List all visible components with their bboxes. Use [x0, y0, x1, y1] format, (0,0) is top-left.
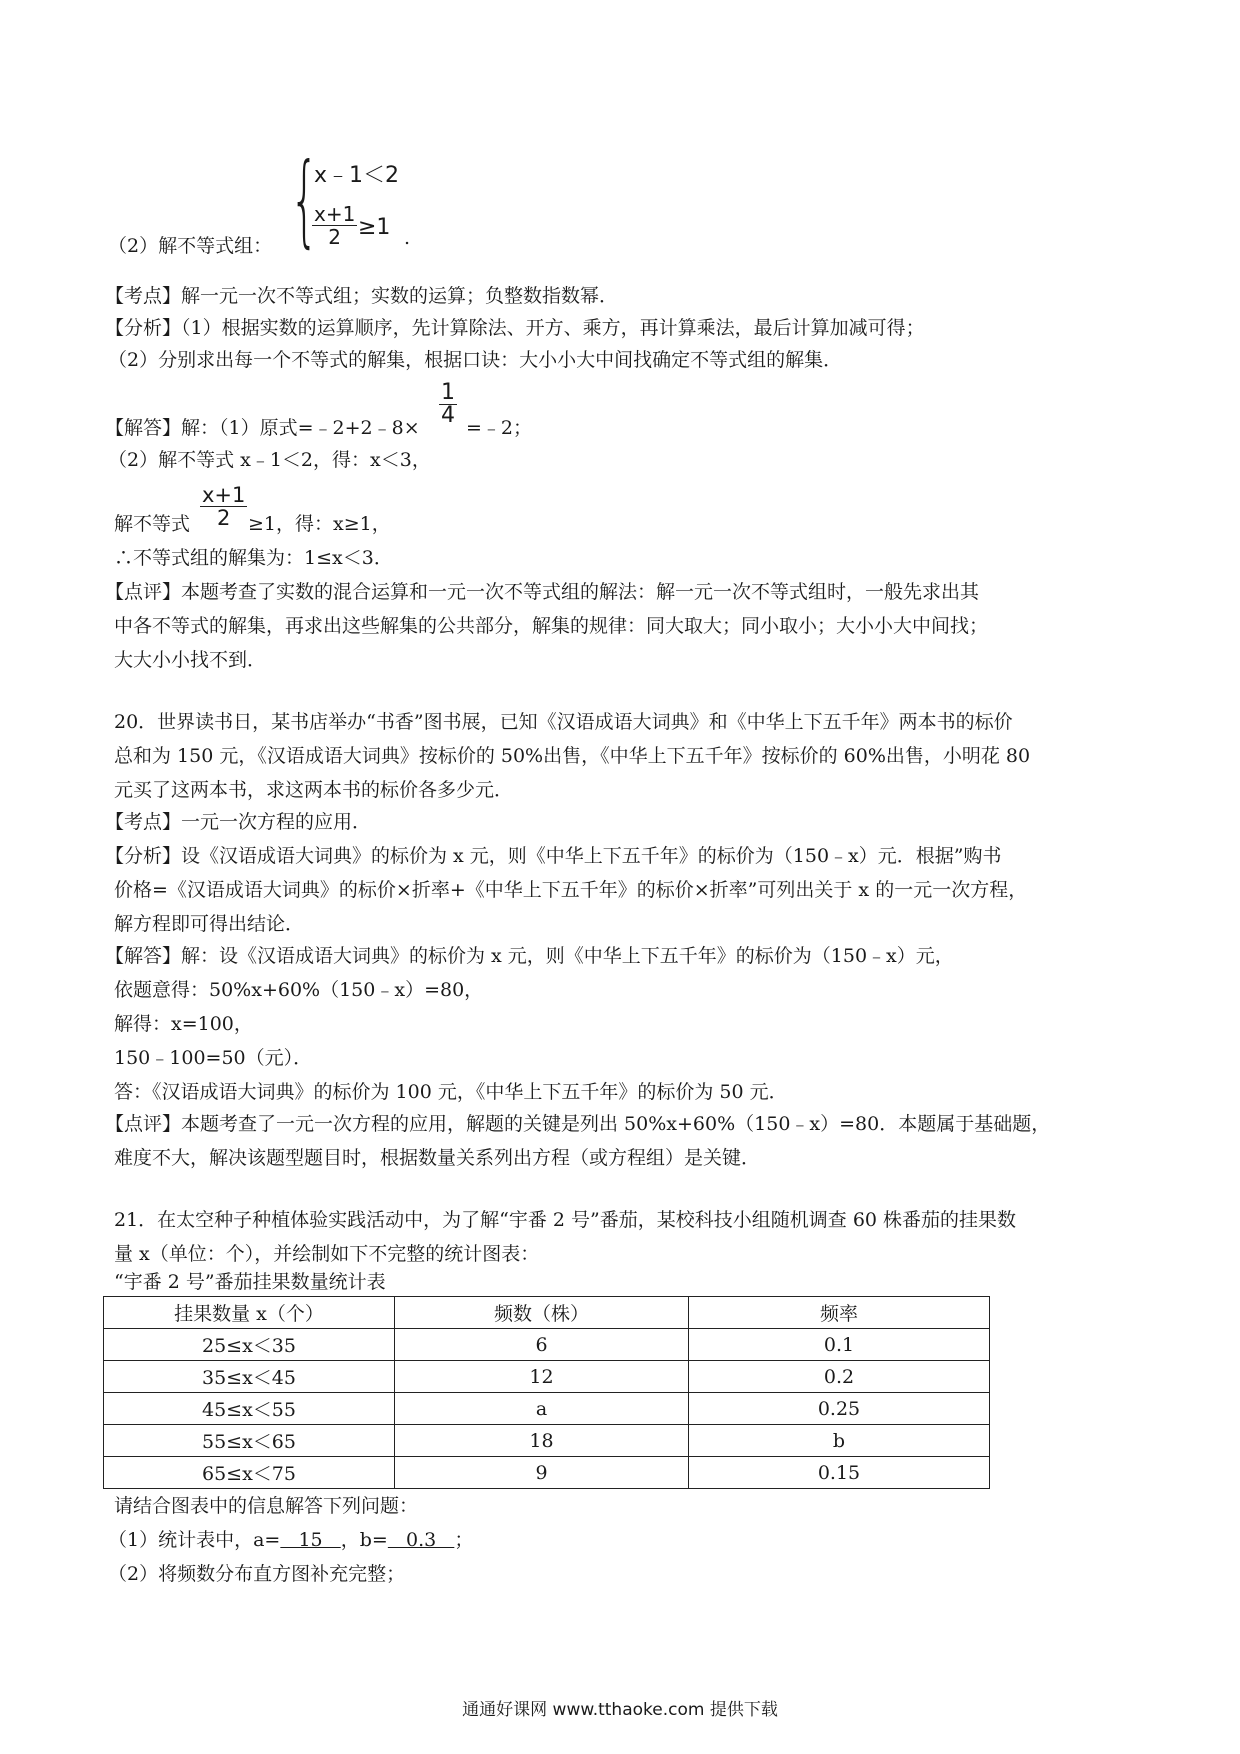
fraction-numerator: x+1	[314, 202, 356, 226]
system-rhs: ≥1	[358, 215, 391, 240]
q19-part2-prefix: （2）解不等式组：	[108, 235, 273, 257]
q19-jieda-3-post: ≥1，得：x≥1，	[248, 513, 391, 535]
table-row	[104, 1329, 990, 1361]
table-cell: 65≤x＜75	[104, 1457, 395, 1489]
q20-dianping-2: 难度不大，解决该题型题目时，根据数量关系列出方程（或方程组）是关键．	[114, 1147, 761, 1169]
q21-part-1-mid: ，b=	[340, 1529, 388, 1551]
answer-a: 15	[280, 1529, 341, 1551]
q20-jieda-1: 【解答】解：设《汉语成语大词典》的标价为 x 元，则《中华上下五千年》的标价为（150﹣x）元，	[105, 945, 954, 967]
table-row	[104, 1393, 990, 1425]
table-cell: 0.2	[689, 1361, 990, 1393]
fraction-denominator: 2	[328, 225, 342, 249]
page-footer: 通通好课网 www.tthaoke.com 提供下载	[462, 1700, 778, 1720]
q19-jieda-2: （2）解不等式 x﹣1＜2，得：x＜3，	[108, 449, 431, 471]
q21-part-1-end: ；	[454, 1529, 474, 1551]
table-cell: 6	[395, 1329, 689, 1361]
q19-dianping-1: 【点评】本题考查了实数的混合运算和一元一次不等式组的解法：解一元一次不等式组时，一般先求出其	[105, 581, 980, 603]
fraction-numerator: 1	[441, 380, 455, 405]
q21-line-2: 量 x（单位：个），并绘制如下不完整的统计图表：	[114, 1243, 540, 1265]
table-cell: 45≤x＜55	[104, 1393, 395, 1425]
q20-fenxi-2: 价格=《汉语成语大词典》的标价×折率+《中华上下五千年》的标价×折率”可列出关于 x 的一元一次方程，	[114, 879, 1028, 901]
q20-line-2: 总和为 150 元，《汉语成语大词典》按标价的 50%出售，《中华上下五千年》按标价的 60%出售，小明花 80	[114, 745, 1031, 767]
q19-jieda-3-pre: 解不等式	[114, 513, 191, 535]
statistics-table	[103, 1296, 990, 1489]
table-cell: b	[689, 1425, 990, 1457]
system-brace: {	[290, 141, 319, 258]
q21-part-1	[108, 1528, 473, 1552]
table-header-row	[104, 1297, 990, 1329]
q20-jieda-3: 解得：x=100，	[114, 1013, 253, 1035]
table-cell: 0.1	[689, 1329, 990, 1361]
table-cell: 18	[395, 1425, 689, 1457]
q20-line-1: 20．世界读书日，某书店举办“书香”图书展，已知《汉语成语大词典》和《中华上下五千年》两本书的标价	[114, 711, 1013, 733]
table-row	[104, 1361, 990, 1393]
table-header: 频率	[689, 1297, 990, 1329]
table-row	[104, 1425, 990, 1457]
table-cell: 25≤x＜35	[104, 1329, 395, 1361]
q21-line-1: 21．在太空种子种植体验实践活动中，为了解“宇番 2 号”番茄，某校科技小组随机调查 60 株番茄的挂果数	[114, 1209, 1017, 1231]
q19-jieda-4: ∴不等式组的解集为：1≤x＜3．	[114, 547, 393, 569]
fraction-numerator: x+1	[202, 483, 246, 507]
q19-dianping-2: 中各不等式的解集，再求出这些解集的公共部分，解集的规律：同大取大；同小取小；大小小大中间找；	[114, 615, 989, 637]
fraction-denominator: 4	[441, 403, 455, 428]
q19-kaodian: 【考点】解一元一次不等式组；实数的运算；负整数指数幂．	[105, 285, 619, 307]
answer-b: 0.3	[387, 1529, 455, 1551]
table-cell: 0.25	[689, 1393, 990, 1425]
q20-fenxi-3: 解方程即可得出结论．	[114, 913, 305, 935]
q19-fenxi-2: （2）分别求出每一个不等式的解集，根据口诀：大小小大中间找确定不等式组的解集．	[108, 349, 843, 371]
q20-dianping-1: 【点评】本题考查了一元一次方程的应用，解题的关键是列出 50%x+60%（150﹣x）=80．本题属于基础题，	[105, 1113, 1051, 1135]
system-line-1: x﹣1＜2	[314, 163, 400, 188]
q19-jieda-3-fraction	[200, 484, 247, 529]
q20-jieda-4: 150﹣100=50（元）．	[114, 1047, 313, 1069]
table-header: 频数（株）	[395, 1297, 689, 1329]
table-cell: 12	[395, 1361, 689, 1393]
q21-part-1-prefix: （1）统计表中，a=	[108, 1529, 281, 1551]
q20-jieda-2: 依题意得：50%x+60%（150﹣x）=80，	[114, 979, 484, 1001]
table-header: 挂果数量 x（个）	[104, 1297, 395, 1329]
q20-fenxi-1: 【分析】设《汉语成语大词典》的标价为 x 元，则《中华上下五千年》的标价为（150﹣x）元．根据”购书	[105, 845, 1002, 867]
fraction-denominator: 2	[217, 506, 231, 530]
q20-kaodian: 【考点】一元一次方程的应用．	[105, 811, 372, 833]
q20-line-3: 元买了这两本书，求这两本书的标价各多少元．	[114, 779, 514, 801]
system-end: .	[404, 227, 411, 249]
table-cell: 35≤x＜45	[104, 1361, 395, 1393]
q19-jieda-1-post: =﹣2；	[466, 417, 533, 439]
q21-table-title: “宇番 2 号”番茄挂果数量统计表	[114, 1271, 386, 1293]
q21-prompt: 请结合图表中的信息解答下列问题：	[114, 1495, 419, 1517]
table-cell: a	[395, 1393, 689, 1425]
table-cell: 9	[395, 1457, 689, 1489]
q19-dianping-3: 大大小小找不到．	[114, 649, 267, 671]
table-cell: 55≤x＜65	[104, 1425, 395, 1457]
q19-jieda-fraction	[439, 382, 457, 427]
q19-fenxi-1: 【分析】（1）根据实数的运算顺序，先计算除法、开方、乘方，再计算乘法，最后计算加减可得；	[105, 317, 925, 339]
q21-part-2: （2）将频数分布直方图补充完整；	[108, 1563, 406, 1585]
table-cell: 0.15	[689, 1457, 990, 1489]
q20-jieda-5: 答：《汉语成语大词典》的标价为 100 元，《中华上下五千年》的标价为 50 元．	[114, 1081, 788, 1103]
q19-jieda-1-pre: 【解答】解：（1）原式=﹣2+2﹣8×	[105, 417, 420, 439]
system-fraction	[312, 203, 357, 248]
table-row	[104, 1457, 990, 1489]
